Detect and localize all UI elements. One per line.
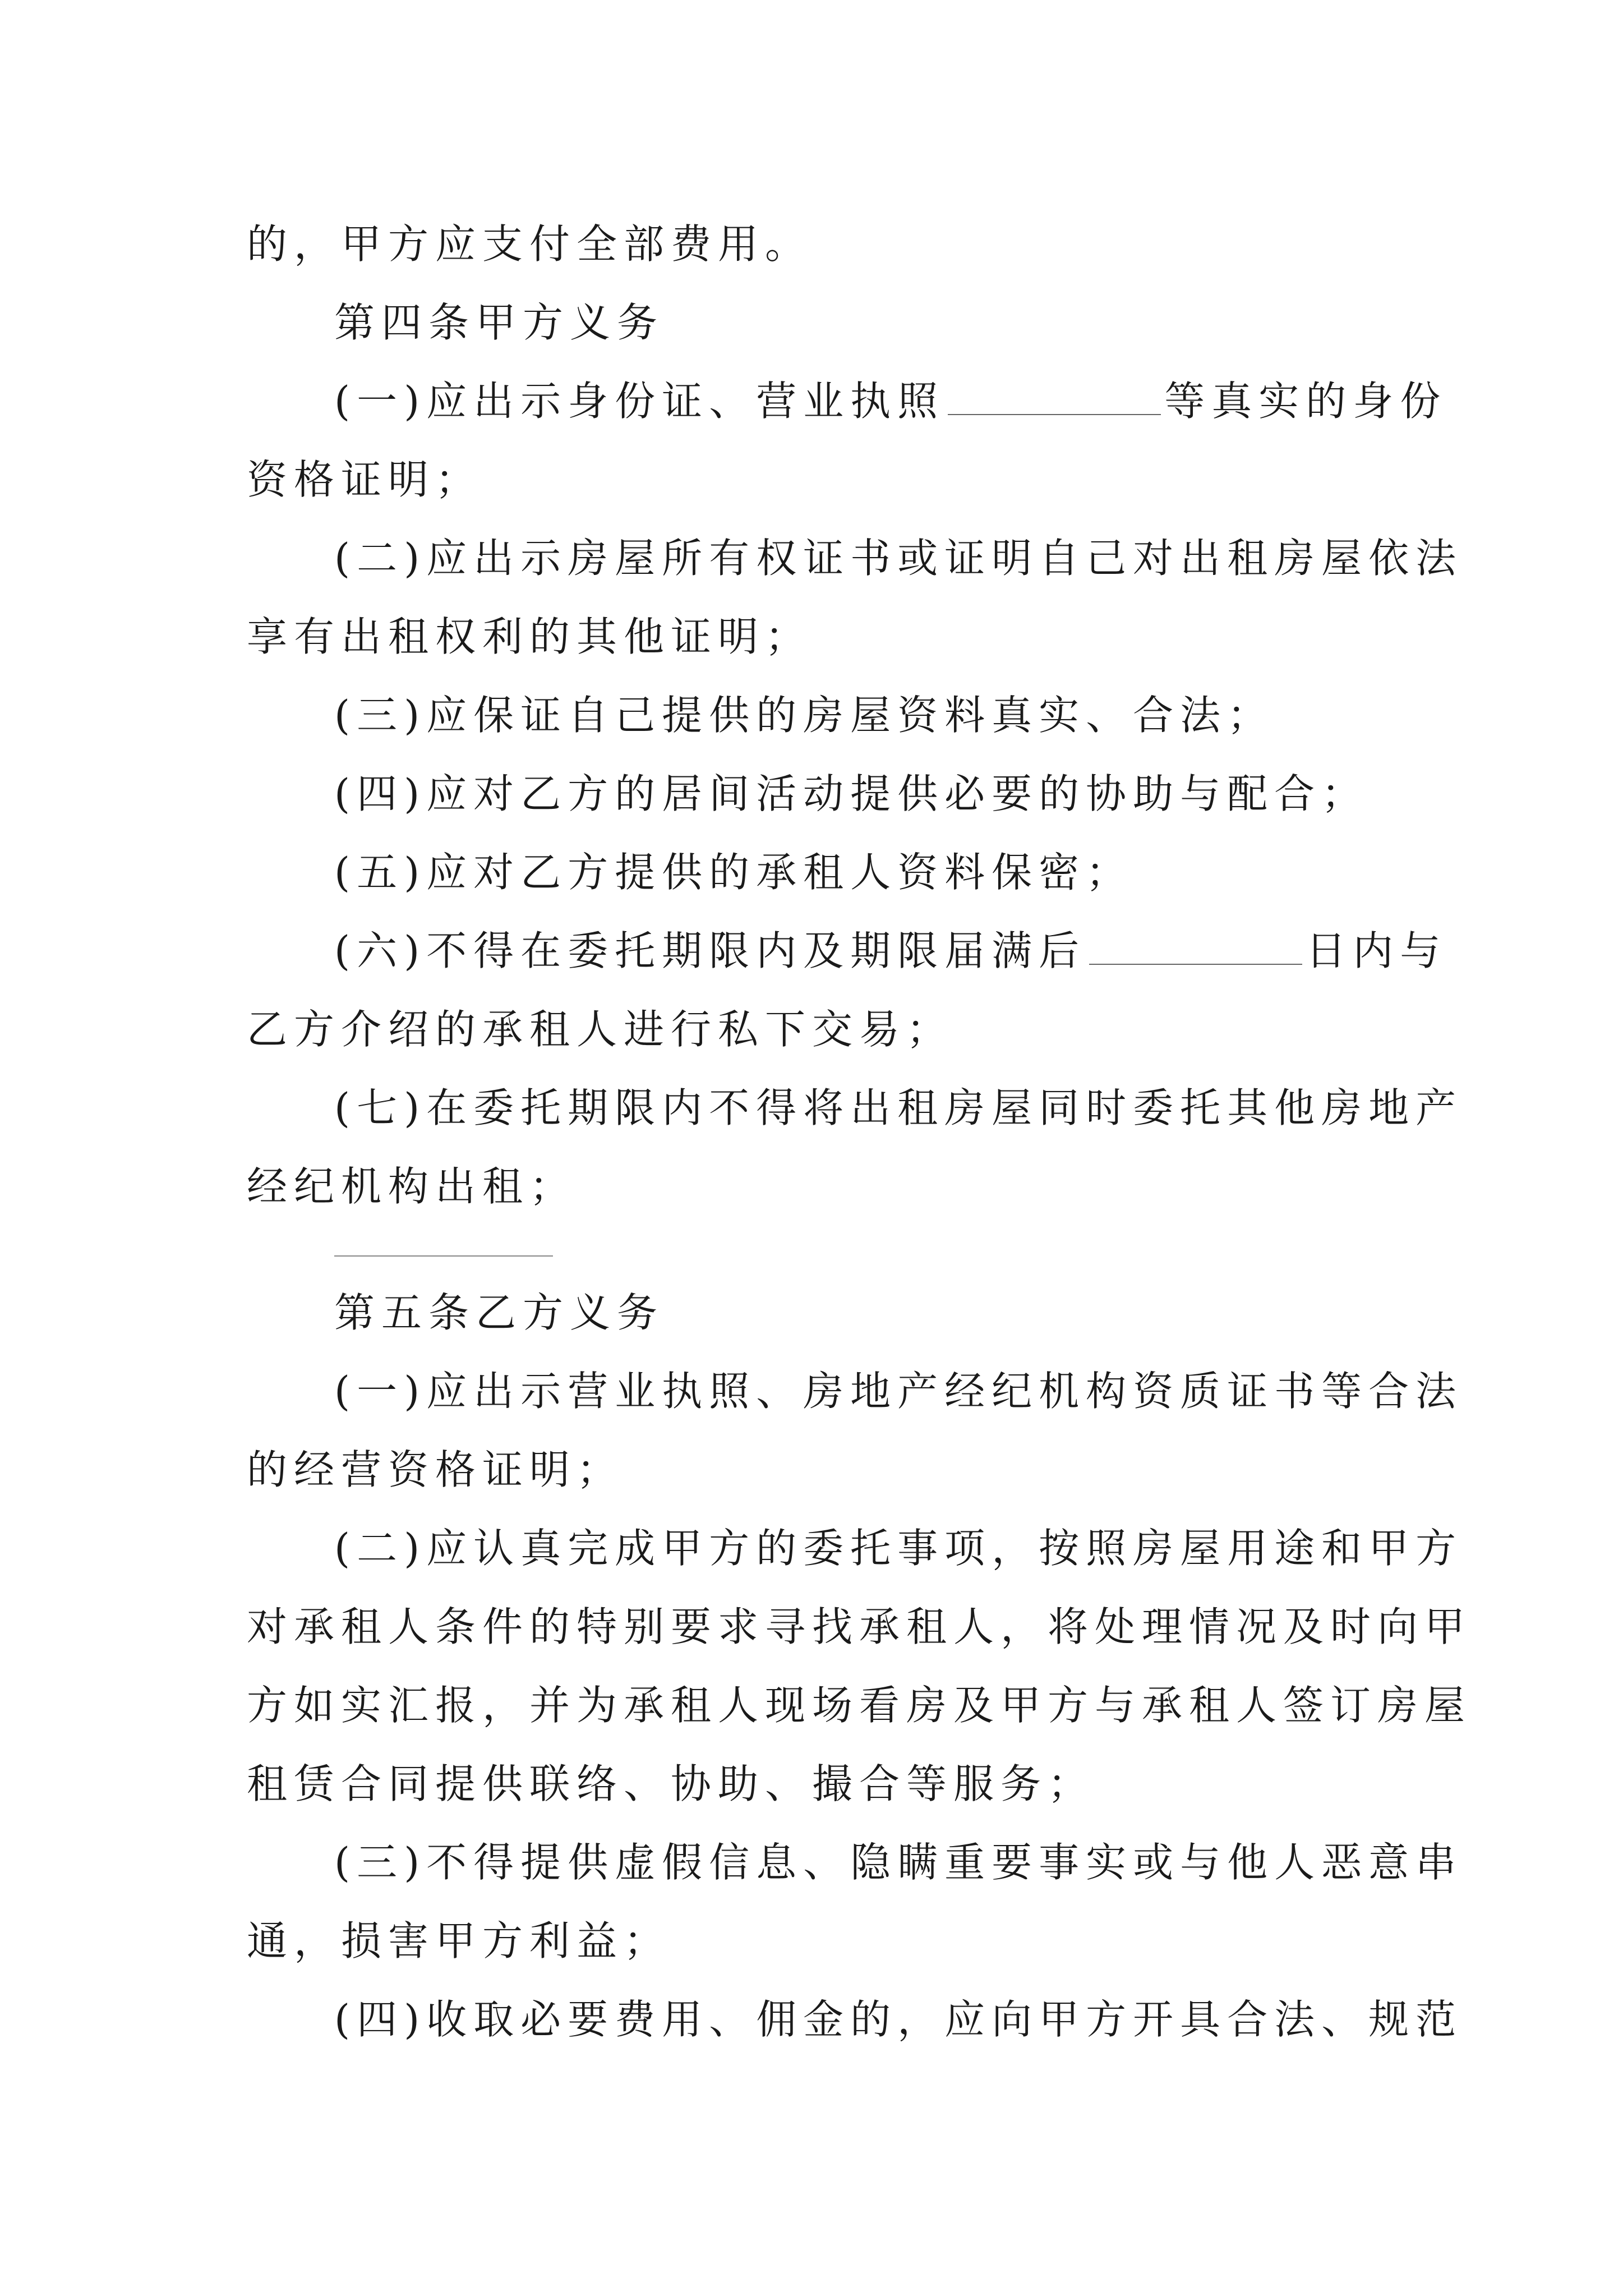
separator-line <box>334 1255 553 1257</box>
paragraph-line: (四)收取必要费用、佣金的，应向甲方开具合法、规范 <box>334 1996 1463 2043</box>
fill-in-blank <box>1089 930 1302 965</box>
paragraph-line: 方如实汇报，并为承租人现场看房及甲方与承租人签订房屋 <box>247 1682 1472 1729</box>
article-heading: 第五条乙方义务 <box>334 1289 665 1336</box>
paragraph-line: (一)应出示营业执照、房地产经纪机构资质证书等合法 <box>334 1368 1463 1415</box>
clause-text: 等真实的身份 <box>1164 378 1447 425</box>
paragraph-line: 乙方介绍的承租人进行私下交易； <box>247 1006 954 1053</box>
clause-text: 日内与 <box>1306 927 1447 974</box>
paragraph-line: (二)应认真完成甲方的委托事项，按照房屋用途和甲方 <box>334 1525 1463 1572</box>
fill-in-blank <box>948 380 1161 415</box>
clause-text: (一)应出示身份证、营业执照 <box>334 378 945 425</box>
paragraph-line: (五)应对乙方提供的承租人资料保密； <box>334 849 1133 896</box>
paragraph-line: 租赁合同提供联络、协助、撮合等服务； <box>247 1760 1095 1807</box>
paragraph-line: 资格证明； <box>247 456 483 503</box>
paragraph-line: 享有出租权利的其他证明； <box>247 613 813 660</box>
paragraph-line: (二)应出示房屋所有权证书或证明自己对出租房屋依法 <box>334 535 1463 582</box>
paragraph-line <box>334 923 1447 979</box>
clause-text: (六)不得在委托期限内及期限届满后 <box>334 927 1086 974</box>
paragraph-line <box>334 373 1447 429</box>
paragraph-line: 的经营资格证明； <box>247 1446 624 1493</box>
paragraph-line: (四)应对乙方的居间活动提供必要的协助与配合； <box>334 770 1369 817</box>
paragraph-line: 的，甲方应支付全部费用。 <box>247 220 813 268</box>
paragraph-line: (三)不得提供虚假信息、隐瞒重要事实或与他人恶意串 <box>334 1839 1463 1886</box>
paragraph-line: 经纪机构出租； <box>247 1163 577 1210</box>
paragraph-line: 对承租人条件的特别要求寻找承租人，将处理情况及时向甲 <box>247 1603 1472 1650</box>
paragraph-line: (七)在委托期限内不得将出租房屋同时委托其他房地产 <box>334 1084 1463 1131</box>
paragraph-line: 通，损害甲方利益； <box>247 1917 671 1964</box>
paragraph-line: (三)应保证自己提供的房屋资料真实、合法； <box>334 692 1275 739</box>
article-heading: 第四条甲方义务 <box>334 299 665 346</box>
